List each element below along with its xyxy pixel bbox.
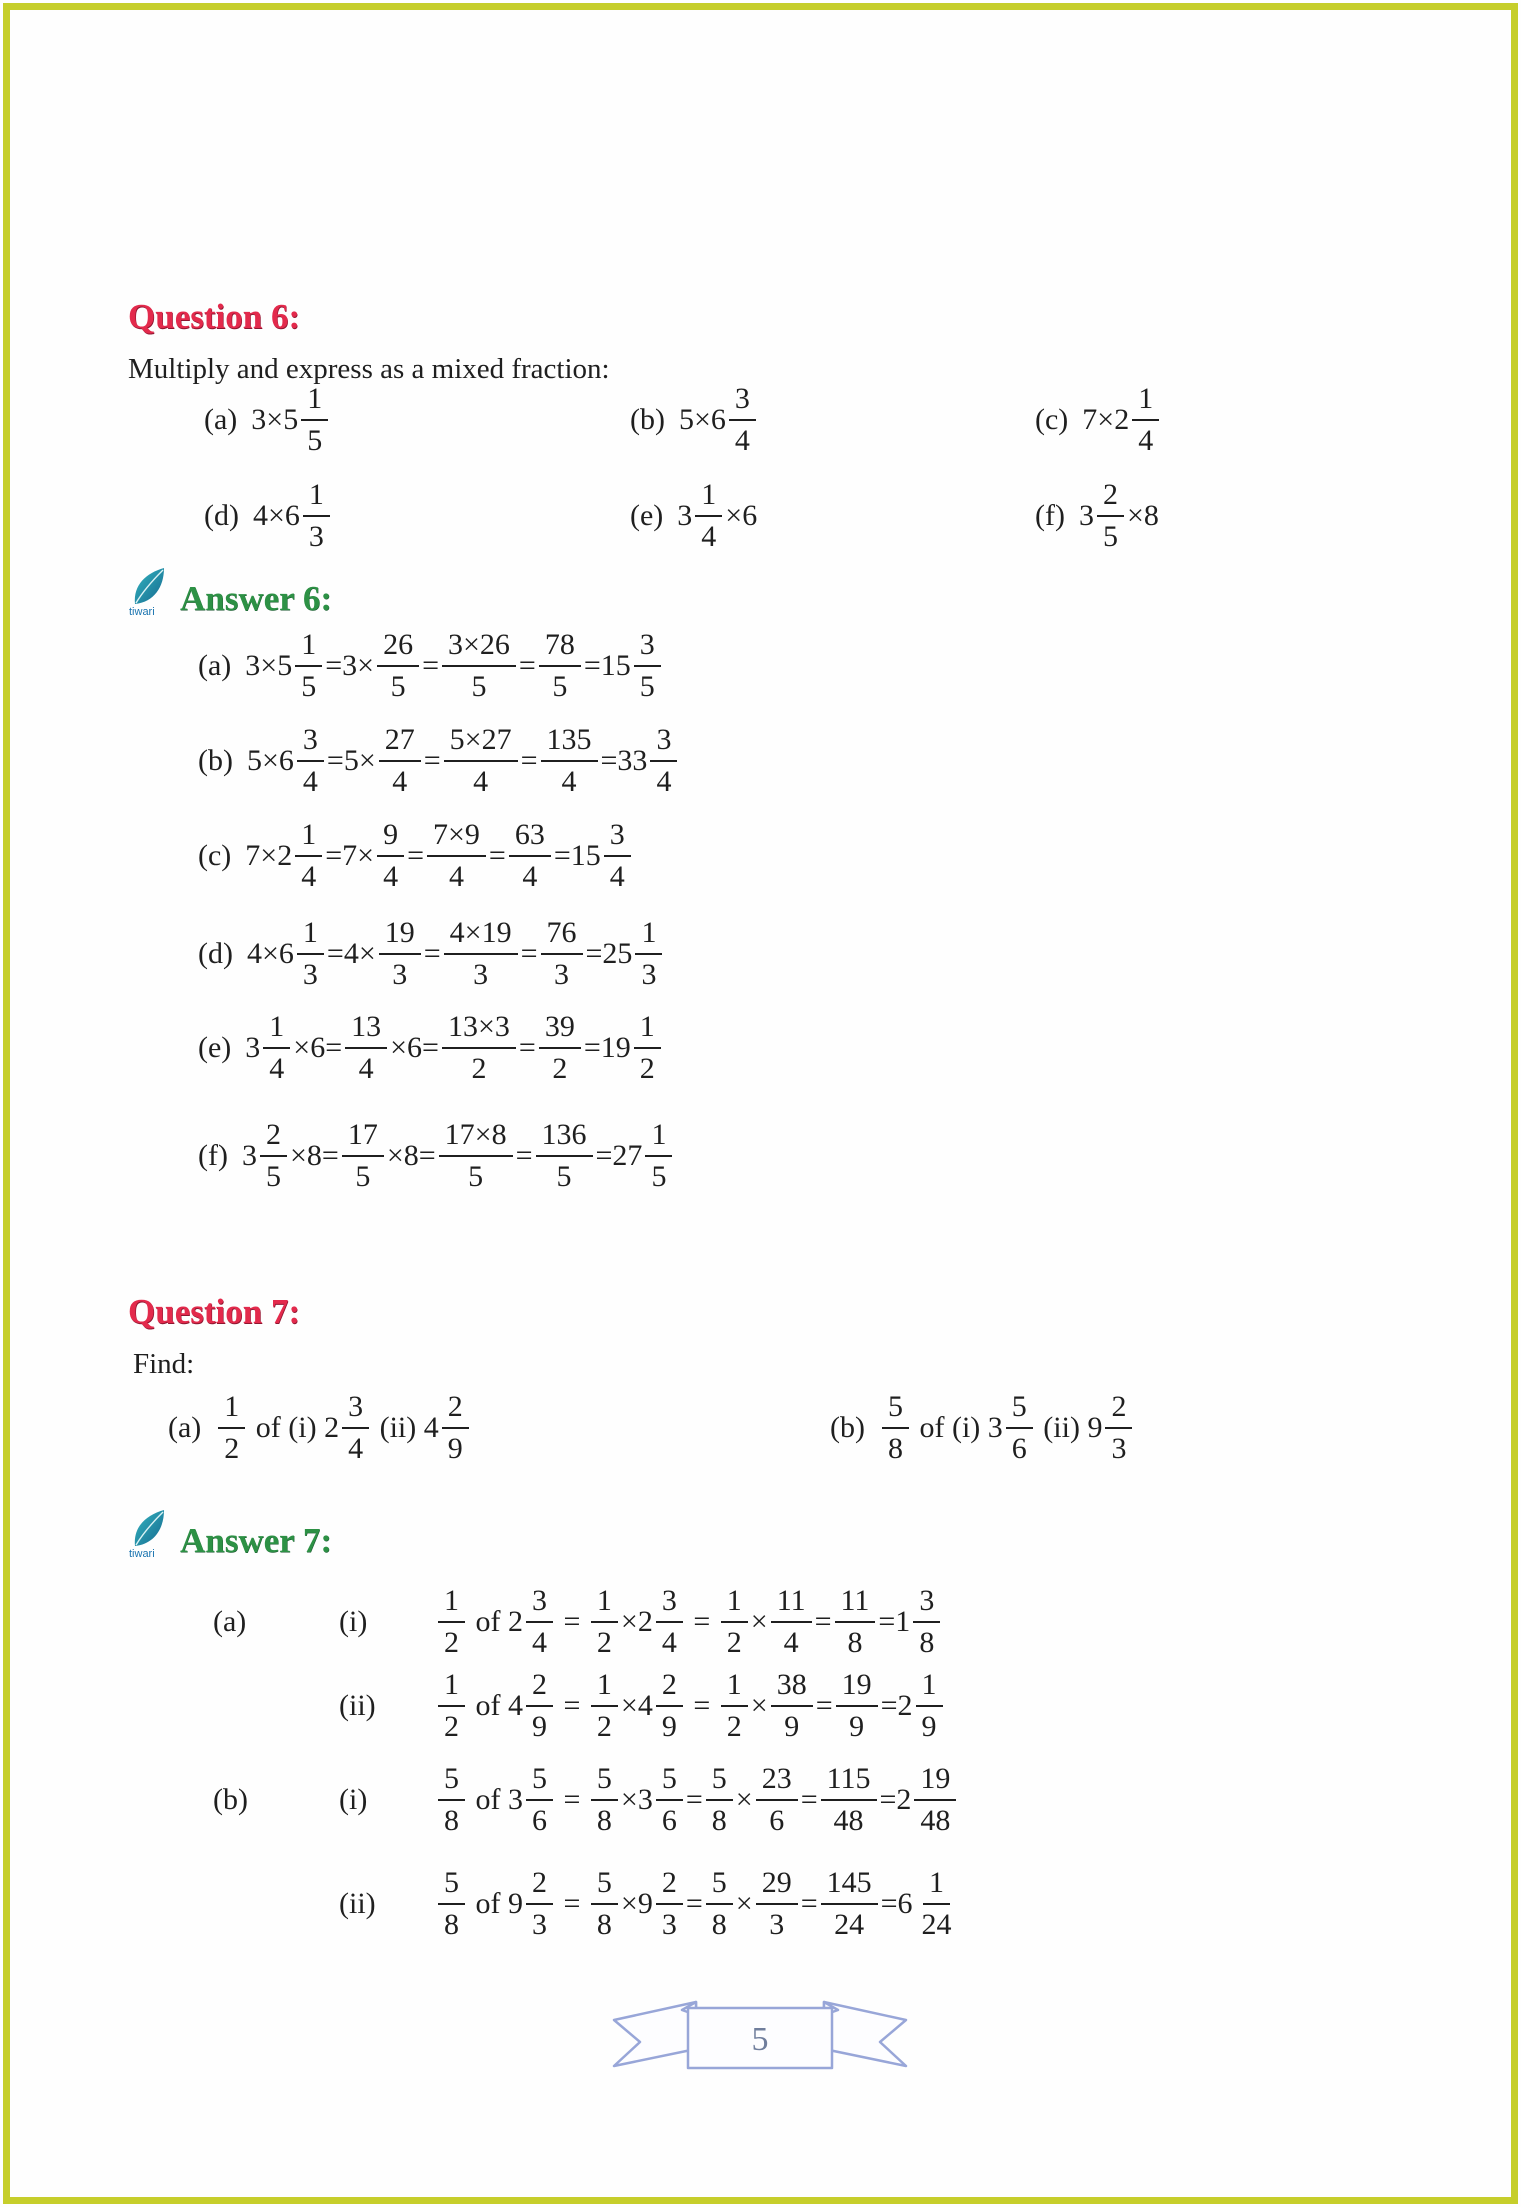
math-fraction: $\frac{3\times 26}{5}$ — [442, 628, 516, 703]
math-expression — [247, 723, 680, 798]
answer-6-line-a — [198, 628, 664, 703]
math-fraction: $\frac{1}{2}$ — [634, 1010, 661, 1085]
item-label: (e) — [198, 1030, 232, 1064]
math-run: = — [800, 1886, 818, 1920]
math-run: = — [685, 1886, 703, 1920]
item-label: (f) — [1035, 498, 1065, 532]
math-fraction: $\frac{5}{8}$ — [438, 1762, 465, 1837]
math-fraction: $\frac{78}{5}$ — [539, 628, 581, 703]
math-fraction: $\frac{27}{4}$ — [379, 723, 421, 798]
math-run: =33 — [600, 743, 648, 777]
item-label: (a) — [204, 402, 238, 436]
leaf-logo-icon — [126, 1508, 172, 1560]
math-run: = — [814, 1604, 832, 1638]
math-fraction: $\frac{3}{4}$ — [342, 1390, 369, 1465]
item-label: (a) — [168, 1410, 202, 1444]
math-fraction: $\frac{1}{2}$ — [438, 1584, 465, 1659]
math-run: = — [556, 1886, 588, 1920]
math-run: = — [423, 743, 441, 777]
math-run: = — [685, 1688, 718, 1722]
math-expression — [677, 478, 757, 553]
math-fraction: $\frac{1}{5}$ — [295, 628, 322, 703]
math-run: of 3 — [468, 1782, 523, 1816]
item-label: (b) — [630, 402, 665, 436]
math-run: = — [520, 936, 538, 970]
math-expression — [435, 1668, 946, 1743]
math-expression — [245, 628, 663, 703]
math-run: 5×6 — [678, 402, 726, 436]
math-run: = — [518, 1030, 536, 1064]
question-7-prompt: Find: — [133, 1348, 195, 1380]
math-expression — [435, 1584, 943, 1659]
math-run: =4× — [326, 936, 376, 970]
math-expression — [242, 1118, 675, 1193]
math-fraction: $\frac{3}{4}$ — [650, 723, 677, 798]
math-fraction: $\frac{1}{3}$ — [635, 916, 662, 991]
sub-item-label: (ii) — [339, 1688, 376, 1722]
answer-7-row-b-i — [213, 1762, 959, 1837]
item-label: (f) — [198, 1138, 228, 1172]
item-label: (b) — [830, 1410, 865, 1444]
question-6-item-b — [630, 382, 759, 457]
math-fraction: $\frac{76}{3}$ — [541, 916, 583, 991]
math-expression — [679, 382, 759, 457]
item-label: (c) — [1035, 402, 1069, 436]
sub-item-label: (i) — [339, 1604, 368, 1638]
math-run: = — [515, 1138, 533, 1172]
item-label: (d) — [198, 936, 233, 970]
math-fraction: $\frac{39}{2}$ — [539, 1010, 581, 1085]
answer-6-heading — [126, 566, 332, 618]
math-run: = — [407, 838, 424, 872]
math-run: of (i) 2 — [248, 1410, 340, 1444]
math-fraction: $\frac{1}{3}$ — [303, 478, 330, 553]
math-run: = — [556, 1688, 588, 1722]
math-fraction: $\frac{4\times 19}{3}$ — [444, 916, 518, 991]
math-run: × — [750, 1688, 768, 1722]
page-number-ribbon — [600, 1988, 920, 2089]
question-7-heading: Question 7: — [128, 1292, 301, 1331]
math-run: ×8 — [1126, 498, 1159, 532]
question-6-item-d — [204, 478, 333, 553]
math-fraction: $\frac{19}{3}$ — [379, 916, 421, 991]
question-6-item-c — [1035, 382, 1162, 457]
math-fraction: $\frac{1}{2}$ — [721, 1668, 748, 1743]
item-label: (a) — [198, 648, 232, 682]
item-label: (c) — [198, 838, 232, 872]
math-run: = — [800, 1782, 818, 1816]
math-run: (ii) 4 — [372, 1410, 439, 1444]
answer-7-heading — [126, 1508, 332, 1560]
math-fraction: $\frac{115}{48}$ — [821, 1762, 877, 1837]
math-run: ×6 — [725, 498, 758, 532]
math-run: 3×5 — [251, 402, 299, 436]
answer-7-row-a-i — [213, 1584, 943, 1659]
math-run: =19 — [583, 1030, 631, 1064]
math-run: × — [750, 1604, 768, 1638]
math-run: 3 — [677, 498, 693, 532]
math-run: = — [488, 838, 506, 872]
math-fraction: $\frac{17}{5}$ — [342, 1118, 384, 1193]
math-run: =5× — [326, 743, 376, 777]
math-run: of 4 — [468, 1688, 523, 1722]
math-run: × — [735, 1886, 753, 1920]
math-fraction: $\frac{5}{8}$ — [591, 1762, 618, 1837]
math-run: of (i) 3 — [911, 1410, 1003, 1444]
math-expression — [1082, 382, 1162, 457]
math-run: =1 — [878, 1604, 911, 1638]
math-fraction: $\frac{3}{5}$ — [634, 628, 661, 703]
math-expression — [435, 1866, 961, 1941]
math-fraction: $\frac{1}{2}$ — [591, 1584, 618, 1659]
math-run: 7×2 — [1082, 402, 1130, 436]
math-fraction: $\frac{136}{5}$ — [536, 1118, 593, 1193]
sub-item-label: (i) — [339, 1782, 368, 1816]
math-fraction: $\frac{2}{9}$ — [442, 1390, 469, 1465]
math-fraction: $\frac{29}{3}$ — [756, 1866, 798, 1941]
answer-6-line-b — [198, 723, 680, 798]
math-fraction: $\frac{63}{4}$ — [509, 818, 551, 893]
item-label: (d) — [204, 498, 239, 532]
math-fraction: $\frac{5}{8}$ — [706, 1762, 733, 1837]
math-run: =15 — [583, 648, 631, 682]
answer-6-line-f — [198, 1118, 675, 1193]
math-run: ×6= — [390, 1030, 439, 1064]
item-label: (e) — [630, 498, 664, 532]
math-fraction: $\frac{5}{8}$ — [591, 1866, 618, 1941]
math-expression — [245, 818, 633, 893]
math-run: = — [422, 648, 439, 682]
math-run: =6 — [880, 1886, 913, 1920]
math-fraction: $\frac{1}{4}$ — [695, 478, 722, 553]
math-fraction: $\frac{38}{9}$ — [771, 1668, 813, 1743]
math-fraction: $\frac{11}{4}$ — [771, 1584, 812, 1659]
math-run: 4×6 — [252, 498, 300, 532]
math-fraction: $\frac{5}{6}$ — [1006, 1390, 1033, 1465]
math-fraction: $\frac{1}{24}$ — [921, 1866, 952, 1941]
item-label: (a) — [213, 1604, 247, 1638]
math-fraction: $\frac{1}{4}$ — [263, 1010, 290, 1085]
math-fraction: $\frac{17\times 8}{5}$ — [439, 1118, 513, 1193]
math-run: =25 — [585, 936, 633, 970]
math-fraction: $\frac{135}{4}$ — [541, 723, 598, 798]
math-run: =2 — [880, 1688, 913, 1722]
math-fraction: $\frac{1}{5}$ — [301, 382, 328, 457]
math-fraction: $\frac{9}{4}$ — [377, 818, 404, 893]
math-fraction: $\frac{1}{2}$ — [438, 1668, 465, 1743]
page-number: 5 — [751, 2021, 769, 2058]
math-fraction: $\frac{1}{9}$ — [916, 1668, 943, 1743]
math-fraction: $\frac{19}{9}$ — [836, 1668, 878, 1743]
math-run: 3 — [1078, 498, 1094, 532]
math-fraction: $\frac{3}{4}$ — [656, 1584, 683, 1659]
math-run: =7× — [325, 838, 375, 872]
math-expression — [245, 1010, 663, 1085]
math-fraction: $\frac{145}{24}$ — [821, 1866, 878, 1941]
math-run: of 9 — [468, 1886, 523, 1920]
math-run: = — [685, 1782, 703, 1816]
logo-text: tiwari — [129, 1548, 155, 1560]
math-fraction: $\frac{7\times 9}{4}$ — [427, 818, 486, 893]
math-fraction: $\frac{13}{4}$ — [345, 1010, 387, 1085]
math-fraction: $\frac{13\times 3}{2}$ — [442, 1010, 516, 1085]
math-run: = — [815, 1688, 833, 1722]
math-fraction: $\frac{3}{4}$ — [729, 382, 756, 457]
question-6-item-e — [630, 478, 757, 553]
math-fraction: $\frac{2}{5}$ — [1097, 478, 1124, 553]
math-run: 3 — [245, 1030, 261, 1064]
item-label: (b) — [213, 1782, 248, 1816]
math-run: 5×6 — [246, 743, 294, 777]
math-run: ×8= — [386, 1138, 436, 1172]
math-run: = — [518, 648, 536, 682]
math-run: × — [735, 1782, 753, 1816]
math-fraction: $\frac{3}{4}$ — [604, 818, 631, 893]
math-run: ×9 — [620, 1886, 653, 1920]
math-run: = — [423, 936, 441, 970]
math-expression — [215, 1390, 471, 1465]
math-run: 7×2 — [245, 838, 293, 872]
math-fraction: $\frac{2}{3}$ — [526, 1866, 553, 1941]
math-fraction: $\frac{11}{8}$ — [835, 1584, 876, 1659]
math-run: ×3 — [620, 1782, 653, 1816]
answer-7-row-b-ii — [213, 1866, 961, 1941]
math-fraction: $\frac{26}{5}$ — [377, 628, 419, 703]
math-expression — [1079, 478, 1159, 553]
math-run: =2 — [879, 1782, 912, 1816]
math-run: =3× — [325, 648, 375, 682]
math-fraction: $\frac{2}{9}$ — [656, 1668, 683, 1743]
math-fraction: $\frac{1}{2}$ — [218, 1390, 245, 1465]
math-fraction: $\frac{23}{6}$ — [756, 1762, 798, 1837]
math-run: = — [556, 1782, 588, 1816]
math-run: ×2 — [620, 1604, 653, 1638]
question-6-item-f — [1035, 478, 1159, 553]
math-run: = — [556, 1604, 588, 1638]
math-fraction: $\frac{2}{3}$ — [1105, 1390, 1132, 1465]
math-expression — [253, 478, 333, 553]
math-run: =27 — [595, 1138, 643, 1172]
math-fraction: $\frac{3}{8}$ — [913, 1584, 940, 1659]
math-fraction: $\frac{1}{4}$ — [295, 818, 322, 893]
math-run: = — [520, 743, 538, 777]
math-fraction: $\frac{5}{6}$ — [526, 1762, 553, 1837]
sub-item-label: (ii) — [339, 1886, 376, 1920]
math-expression — [247, 916, 665, 991]
math-run: ×4 — [620, 1688, 653, 1722]
math-fraction: $\frac{5\times 27}{4}$ — [444, 723, 518, 798]
math-run: 3 — [241, 1138, 257, 1172]
math-run: of 2 — [468, 1604, 523, 1638]
math-fraction: $\frac{5}{8}$ — [882, 1390, 909, 1465]
math-expression — [251, 382, 331, 457]
math-fraction: $\frac{5}{8}$ — [706, 1866, 733, 1941]
math-fraction: $\frac{1}{2}$ — [591, 1668, 618, 1743]
math-run: (ii) 9 — [1035, 1410, 1103, 1444]
math-run: ×6= — [293, 1030, 343, 1064]
math-run: 3×5 — [245, 648, 293, 682]
answer-7-title: Answer 7: — [180, 1520, 332, 1560]
math-fraction: $\frac{2}{5}$ — [260, 1118, 287, 1193]
answer-6-line-e — [198, 1010, 664, 1085]
math-fraction: $\frac{3}{4}$ — [297, 723, 324, 798]
question-6-heading: Question 6: — [128, 297, 301, 336]
math-fraction: $\frac{1}{3}$ — [297, 916, 324, 991]
logo-text: tiwari — [129, 606, 155, 618]
math-fraction: $\frac{19}{48}$ — [914, 1762, 956, 1837]
math-run: = — [685, 1604, 718, 1638]
math-fraction: $\frac{1}{5}$ — [645, 1118, 672, 1193]
answer-6-line-c — [198, 818, 634, 893]
math-run: 4×6 — [246, 936, 294, 970]
math-run: =15 — [553, 838, 601, 872]
question-7-item-b — [830, 1390, 1135, 1465]
answer-7-row-a-ii — [213, 1668, 946, 1743]
math-fraction: $\frac{2}{9}$ — [526, 1668, 553, 1743]
math-fraction: $\frac{3}{4}$ — [526, 1584, 553, 1659]
answer-6-title: Answer 6: — [180, 578, 332, 618]
item-label: (b) — [198, 743, 233, 777]
question-6-item-a — [204, 382, 331, 457]
math-fraction: $\frac{5}{8}$ — [438, 1866, 465, 1941]
math-fraction: $\frac{2}{3}$ — [656, 1866, 683, 1941]
math-fraction: $\frac{1}{4}$ — [1132, 382, 1159, 457]
question-7-item-a — [168, 1390, 472, 1465]
math-fraction: $\frac{5}{6}$ — [656, 1762, 683, 1837]
leaf-logo-icon — [126, 566, 172, 618]
answer-6-line-d — [198, 916, 665, 991]
math-expression — [435, 1762, 959, 1837]
math-expression — [879, 1390, 1135, 1465]
math-run: ×8= — [289, 1138, 339, 1172]
math-fraction: $\frac{1}{2}$ — [721, 1584, 748, 1659]
question-6-prompt: Multiply and express as a mixed fraction: — [128, 353, 610, 385]
